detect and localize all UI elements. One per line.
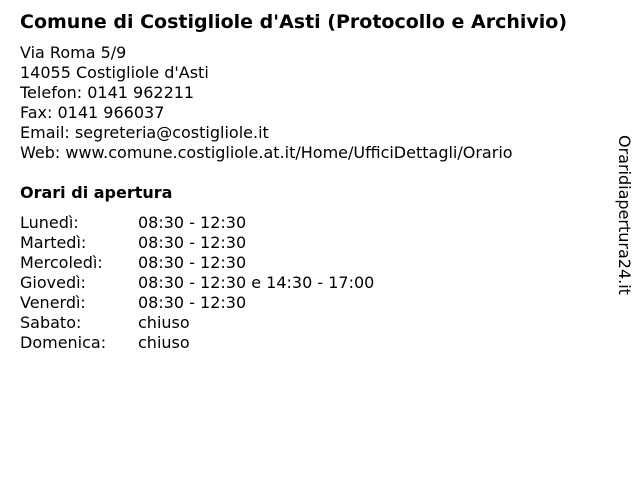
day-label: Lunedì: bbox=[20, 213, 79, 232]
day-label: Venerdì: bbox=[20, 293, 86, 312]
address-line: Via Roma 5/9 bbox=[20, 43, 127, 62]
hours-value: 08:30 - 12:30 e 14:30 - 17:00 bbox=[138, 273, 375, 292]
contact-info bbox=[20, 43, 513, 163]
email-line: Email: segreteria@costigliole.it bbox=[20, 123, 269, 142]
day-label: Giovedì: bbox=[20, 273, 86, 292]
opening-hours-heading: Orari di apertura bbox=[20, 183, 173, 202]
page-title: Comune di Costigliole d'Asti (Protocollo e Archivio) bbox=[20, 11, 568, 33]
site-watermark: Oraridiapertura24.it bbox=[615, 135, 634, 295]
city-line: 14055 Costigliole d'Asti bbox=[20, 63, 209, 82]
day-label: Martedì: bbox=[20, 233, 87, 252]
hours-value: 08:30 - 12:30 bbox=[138, 233, 247, 252]
hours-value: 08:30 - 12:30 bbox=[138, 293, 247, 312]
web-line: Web: www.comune.costigliole.at.it/Home/UfficiDettagli/Orario bbox=[20, 143, 513, 162]
fax-line: Fax: 0141 966037 bbox=[20, 103, 165, 122]
phone-line: Telefon: 0141 962211 bbox=[20, 83, 195, 102]
day-label: Sabato: bbox=[20, 313, 82, 332]
day-label: Mercoledì: bbox=[20, 253, 103, 272]
hours-value: chiuso bbox=[138, 313, 190, 332]
day-label: Domenica: bbox=[20, 333, 107, 352]
hours-value: chiuso bbox=[138, 333, 190, 352]
hours-value: 08:30 - 12:30 bbox=[138, 213, 247, 232]
hours-value: 08:30 - 12:30 bbox=[138, 253, 247, 272]
